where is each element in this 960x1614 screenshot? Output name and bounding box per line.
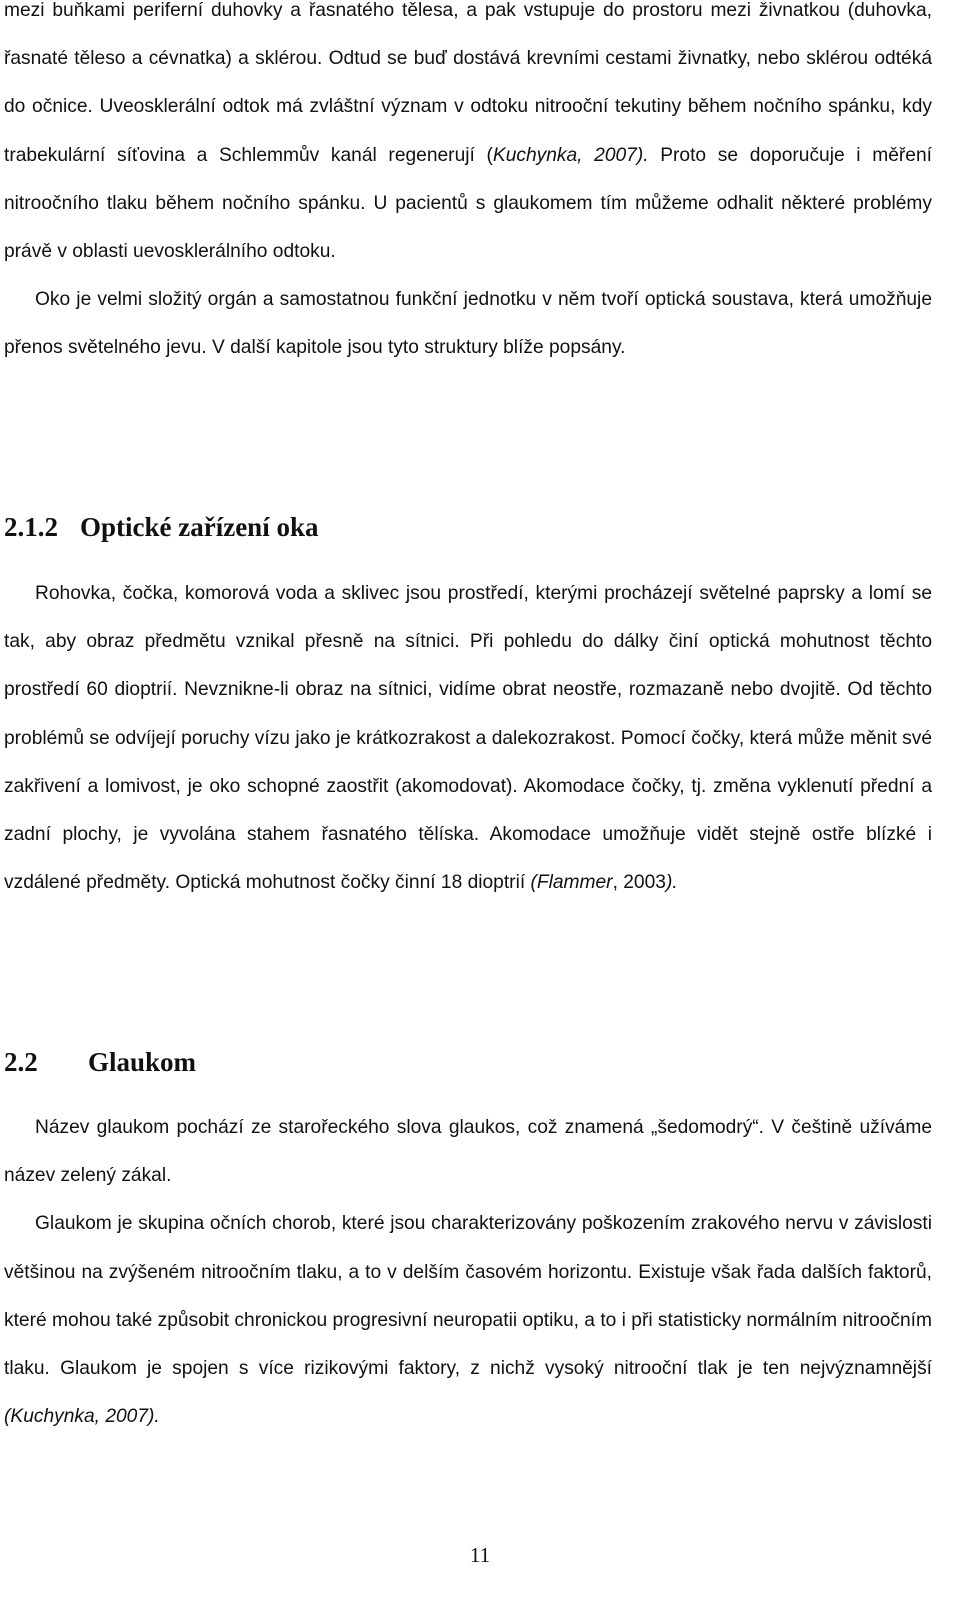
- page-number: 11: [469, 1543, 491, 1567]
- paragraph-refraction: [4, 570, 932, 907]
- citation: Kuchynka, 2007).: [492, 144, 649, 166]
- section-number: 2.1.2: [4, 512, 58, 542]
- section-title: Optické zařízení oka: [80, 512, 319, 542]
- section-number: 2.2: [4, 1047, 38, 1077]
- citation-author: (Flammer: [530, 872, 613, 894]
- section-glaucoma-text: [0, 1104, 960, 1441]
- section-heading-optical-apparatus: [0, 512, 318, 543]
- section-optical-apparatus-text: [0, 570, 960, 907]
- paragraph-text: Rohovka, čočka, komorová voda a sklivec jsou prostředí, kterými procházejí světelné paprsky a lomí se tak, aby obraz předmětu vznikal přesně na sítnici. Při pohledu do dálky činí optická mohutnost těchto prostředí 60 dioptrií. Nevznikne-li obraz na sítnici, vidíme obrat neostře, rozmazaně nebo dvojitě. Od těchto problémů se odvíjejí poruchy vízu jako je krátkozrakost a dalekozrakost. Pomocí čočky, která může měnit své zakřivení a lomivost, je oko schopné zaostřit (akomodovat). Akomodace čočky, tj. změna vyklenutí přední a zadní plochy, je vyvolána stahem řasnatého tělíska. Akomodace umožňuje vidět stejně ostře blízké i vzdálené předměty. Optická mohutnost čočky činní 18 dioptrií: [4, 583, 932, 894]
- section-intro-text: [0, 0, 960, 373]
- paragraph-optical-system: Oko je velmi složitý orgán a samostatnou funkční jednotku v něm tvoří optická soustava, která umožňuje přenos světelného jevu. V další kapitole jsou tyto struktury blíže popsány.: [4, 289, 932, 359]
- citation-close: ).: [665, 872, 678, 894]
- paragraph-text: Glaukom je skupina očních chorob, které jsou charakterizovány poškozením zrakového nervu v závislosti většinou na zvýšeném nitroočním tlaku, a to v delším časovém horizontu. Existuje však řada dalších faktorů, které mohou také způsobit chronickou progresivní neuropatii optiku, a to i při statisticky normálním nitroočním tlaku. Glaukom je spojen s více rizikovými faktory, z nichž vysoký nitrooční tlak je ten nejvýznamnější: [4, 1213, 932, 1380]
- citation-year: , 2003: [612, 872, 666, 894]
- paragraph-glaucoma-definition: [4, 1200, 932, 1441]
- paragraph-uveoscleral-outflow: [4, 0, 932, 276]
- section-title: Glaukom: [88, 1047, 197, 1077]
- paragraph-text: mezi buňkami periferní duhovky a řasnatého tělesa, a pak vstupuje do prostoru mezi živnatkou (duhovka, řasnaté těleso a cévnatka) a sklérou. Odtud se buď dostává krevními cestami živnatky, nebo sklérou odtéká do očnice. Uveosklerální odtok má zvláštní význam v odtoku nitrooční tekutiny během nočního spánku, kdy trabekulární síťovina a Schlemmův kanál regenerují (: [4, 0, 932, 166]
- paragraph-text: Proto se doporučuje i měření nitroočního tlaku během nočního spánku. U pacientů s glaukomem tím můžeme odhalit některé problémy právě v oblasti uevosklerálního odtoku.: [4, 144, 932, 263]
- section-heading-glaucoma: [0, 1047, 196, 1078]
- paragraph-name-origin: Název glaukom pochází ze starořeckého slova glaukos, což znamená „šedomodrý“. V češtině užíváme název zelený zákal.: [4, 1117, 932, 1187]
- citation: (Kuchynka, 2007).: [4, 1406, 160, 1428]
